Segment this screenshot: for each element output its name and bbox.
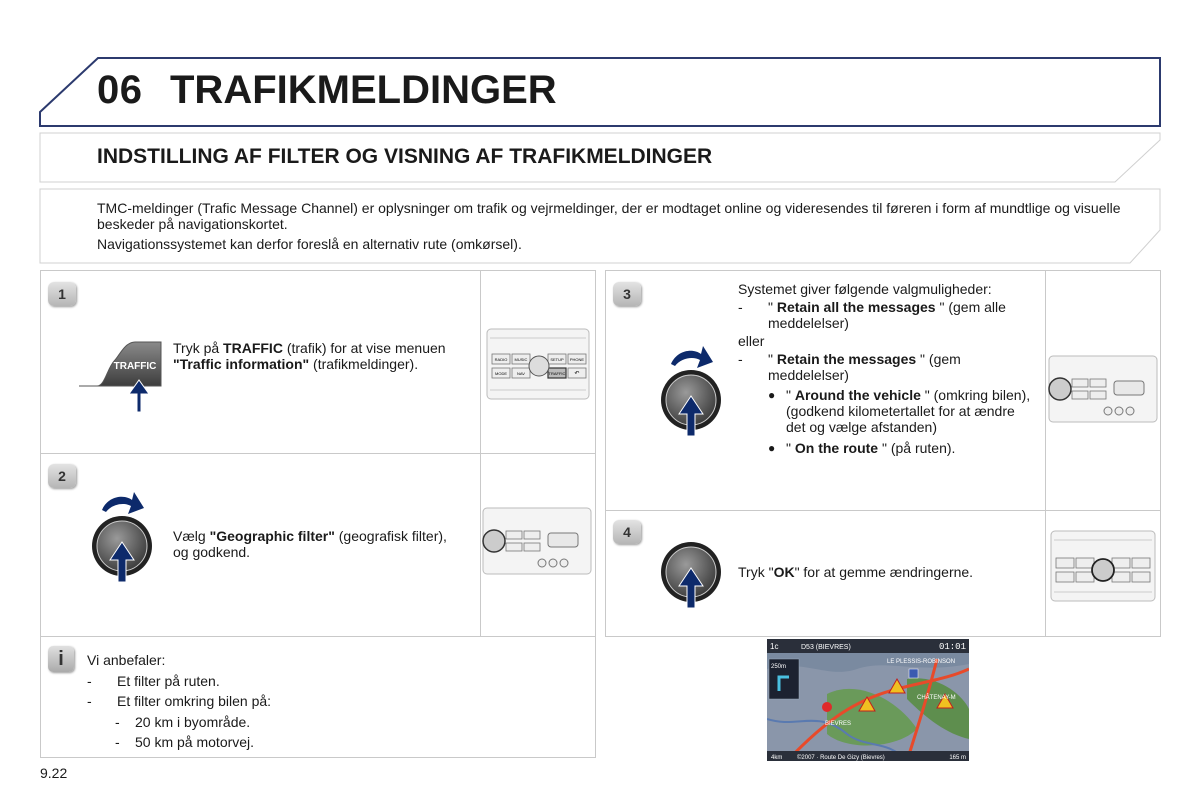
radio-panel-illustration [486, 328, 590, 400]
ok-knob-icon [657, 514, 727, 610]
tip-title: Vi anbefaler: [87, 652, 166, 668]
step1-bold-traffic: TRAFFIC [223, 340, 283, 356]
music-btn-label: MUSIC [514, 357, 528, 362]
map-town-3: BIEVRES [825, 721, 852, 727]
bullet-icon: ● [768, 441, 776, 455]
back-btn-label: ↶ [574, 370, 580, 377]
traffic-button-label: TRAFFIC [113, 361, 157, 372]
bullet1-post: " (omkring bilen), (godkend kilometertallet for at ændre det og vælge afstanden) [786, 387, 1031, 435]
tip-item [87, 691, 567, 712]
tip-subitem-label: 50 km på motorvej. [135, 734, 255, 750]
map-top-left: 1c [770, 642, 779, 651]
option1-pre: " [768, 299, 777, 315]
dash: - [115, 713, 120, 730]
tip-item-label: Et filter på ruten. [117, 672, 220, 689]
step1-mid: (trafik) for at vise menuen [282, 340, 446, 356]
bullet2-post: " (på ruten). [878, 440, 956, 456]
map-town-2: CHÂTENAY-M [917, 695, 956, 701]
tip-subitem [115, 712, 567, 733]
step2-pre: Vælg [173, 528, 210, 544]
step3-bullet-1 [768, 387, 1033, 435]
map-bottom-right: 165 m [949, 755, 966, 761]
chapter-number: 06 [97, 68, 143, 112]
bullet1-bold: Around the vehicle [794, 387, 921, 403]
map-bottom: ©2007 · Route De Gizy (Bievres) [797, 755, 885, 761]
step3-option-1 [738, 299, 1033, 331]
intro-line-1: TMC-meldinger (Trafic Message Channel) er oplysninger om trafik og vejrmeldinger, der er modtaget online og videresendes til føreren i form af mundtlige og visuelle beskeder på navigationskortet. [97, 200, 1121, 232]
bullet2-bold: On the route [794, 440, 879, 456]
page-number: 9.22 [40, 765, 68, 781]
map-scale: 4km [771, 755, 783, 761]
option1-bold: Retain all the messages [776, 299, 936, 315]
step1-post: (trafikmeldinger). [309, 356, 419, 372]
step3-bullet-2 [768, 440, 1033, 456]
bullet2-pre: " [786, 440, 795, 456]
radio-panel-knob-illustration [1048, 355, 1158, 423]
dash: - [115, 734, 120, 750]
dash: - [738, 351, 743, 367]
traffic-button-icon [75, 338, 170, 413]
section-title: INDSTILLING AF FILTER OG VISNING AF TRAFIKMELDINGER [97, 145, 713, 168]
chapter-title: TRAFIKMELDINGER [170, 68, 557, 112]
step4-pre: Tryk " [738, 564, 774, 580]
traffic-btn-label: TRAFFIC [548, 371, 566, 376]
rotary-knob-icon [88, 488, 158, 584]
bullet-icon: ● [768, 388, 776, 402]
dash: - [87, 672, 92, 689]
map-road: D53 (BIEVRES) [801, 644, 851, 651]
step3-badge: 3 [613, 282, 641, 306]
map-distance: 250m [771, 664, 787, 670]
step2-post: (geografisk filter), og godkend. [173, 528, 447, 560]
setup-btn-label: SETUP [550, 357, 564, 362]
option2-post: " (gem meddelelser) [768, 351, 961, 383]
bullet1-pre: " [786, 387, 795, 403]
step2-text [173, 528, 463, 560]
step3-intro: Systemet giver følgende valgmuligheder: [738, 281, 992, 297]
step1-text [173, 340, 453, 372]
step2-badge: 2 [48, 464, 76, 488]
dash: - [87, 693, 92, 709]
option2-bold: Retain the messages [776, 351, 917, 367]
nav-btn-label: NAV [517, 371, 525, 376]
step3-option-2 [738, 351, 1033, 383]
tip-item-label: Et filter omkring bilen på: [117, 693, 272, 709]
radio-panel-ok-illustration [1050, 530, 1156, 602]
rotary-knob-icon [657, 342, 727, 438]
step4-text [738, 564, 1038, 580]
tip-subitem-label: 20 km i byområde. [135, 713, 251, 730]
step4-post: " for at gemme ændringerne. [794, 564, 974, 580]
step1-pre: Tryk på [173, 340, 224, 356]
step2-bold: "Geographic filter" [209, 528, 335, 544]
option2-pre: " [768, 351, 777, 367]
tip-subitem [115, 732, 567, 753]
step4-bold-ok: OK [773, 564, 795, 580]
mode-btn-label: MODE [495, 371, 507, 376]
navigation-map-image [767, 639, 969, 761]
radio-panel-knob-illustration [482, 507, 592, 575]
map-time: 01:01 [938, 642, 966, 652]
step3-or: eller [738, 333, 765, 349]
tip-text [87, 650, 567, 753]
intro-line-2: Navigationssystemet kan derfor foreslå en alternativ rute (omkørsel). [97, 236, 522, 252]
radio-btn-label: RADIO [494, 357, 508, 362]
step3-text [738, 281, 1033, 456]
tip-item [87, 671, 567, 692]
option1-post: " (gem alle meddelelser) [768, 299, 1006, 331]
step1-bold-menu: "Traffic information" [173, 356, 310, 372]
step1-badge: 1 [48, 282, 76, 306]
phone-btn-label: PHONE [569, 357, 585, 362]
intro-text [97, 200, 1127, 256]
dash: - [738, 299, 743, 315]
step4-badge: 4 [613, 520, 641, 544]
info-icon: i [48, 646, 74, 672]
map-town-1: LE PLESSIS-ROBINSON [887, 659, 956, 665]
